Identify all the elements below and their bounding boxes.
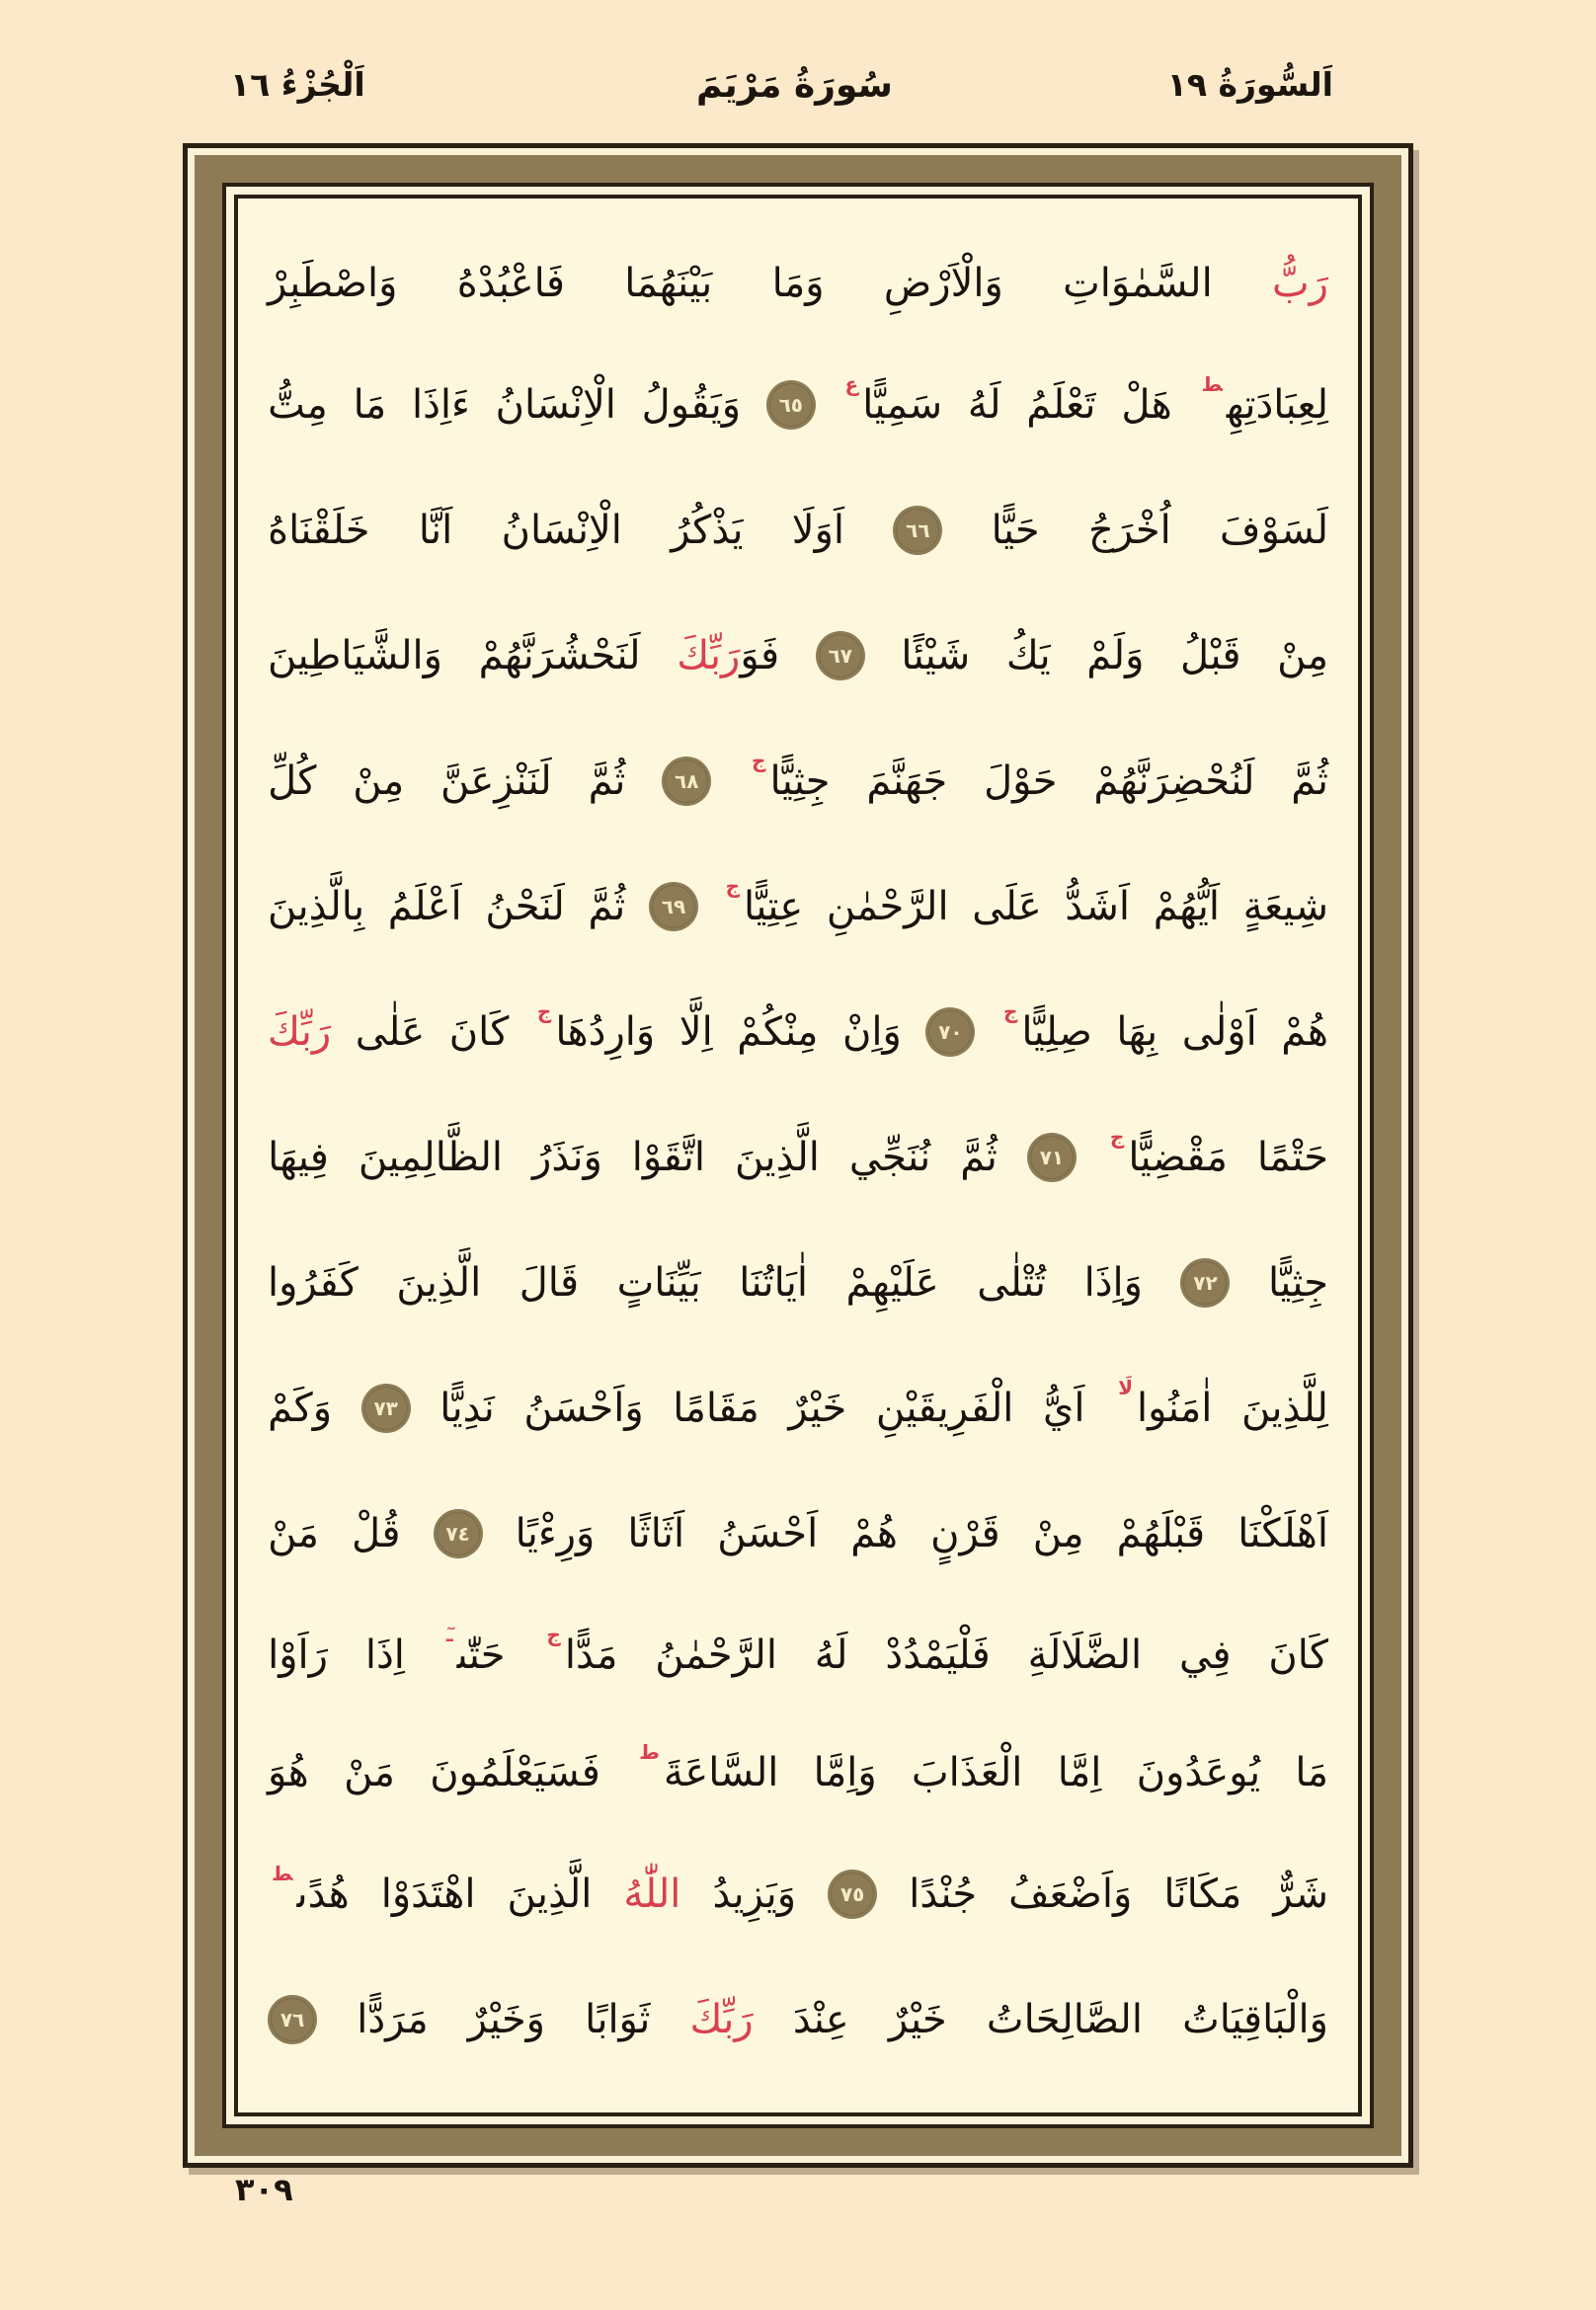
- word: كَانَ: [448, 1008, 510, 1055]
- quran-line: [268, 1832, 1328, 1957]
- word: كُلِّ: [268, 757, 317, 804]
- word: الْاِنْسَانُ: [495, 381, 616, 428]
- word: جِثِيًّا: [1267, 1260, 1328, 1307]
- word: شِيعَةٍ: [1242, 883, 1328, 929]
- verse-number: ٦٧: [828, 643, 852, 668]
- word: حَوْلَ: [984, 757, 1058, 804]
- word: قَرْنٍ: [930, 1511, 1000, 1557]
- word: رَبُّ: [1272, 260, 1328, 306]
- word: مِنْكُمْ: [737, 1008, 819, 1055]
- word: تُتْلٰى: [977, 1260, 1047, 1307]
- word: عَلٰى: [355, 1008, 426, 1055]
- pause-mark: ج: [546, 1623, 561, 1647]
- pause-mark: ط: [639, 1740, 660, 1765]
- pause-mark: ج: [1002, 998, 1018, 1023]
- word: مَدًّا$^ج$: [546, 1623, 618, 1679]
- word: ءَاِذَا: [411, 381, 470, 428]
- word: مِنْ: [1277, 632, 1328, 678]
- word: قَبْلَهُمْ: [1116, 1511, 1206, 1557]
- pause-mark: ط: [272, 1862, 293, 1886]
- word: تَعْلَمُ: [1026, 381, 1096, 428]
- word: وَنَذَرُ: [532, 1134, 602, 1180]
- quran-line: [268, 1957, 1328, 2083]
- word: السَّاعَةَ$^ط$: [639, 1740, 779, 1796]
- verse-marker: [1180, 1258, 1230, 1308]
- word: ثُمَّ: [588, 883, 626, 929]
- word: حَتْمًا: [1256, 1134, 1328, 1180]
- verse-marker: [1027, 1133, 1077, 1182]
- word: وَالْبَاقِيَاتُ: [1182, 1997, 1328, 2043]
- word: قَالَ: [519, 1260, 580, 1307]
- word: فِيهَا: [268, 1134, 329, 1180]
- word: اَيُّهُمْ: [1153, 883, 1220, 929]
- word: رَاَوْا: [268, 1633, 328, 1679]
- word: لَهُ: [814, 1633, 848, 1679]
- verse-number: ٧٦: [279, 2008, 305, 2032]
- pause-mark: ـٓ: [445, 1623, 453, 1647]
- quran-line: [268, 1714, 1328, 1832]
- word: نُنَجِّي: [848, 1134, 931, 1180]
- surah-title: سُورَةُ مَرْيَمَ: [696, 65, 893, 106]
- word: بِهَا: [1116, 1008, 1158, 1055]
- word: وَرِءْيًا: [515, 1511, 596, 1557]
- word: وَاصْطَبِرْ: [268, 260, 398, 306]
- surah-number-label: اَلسُّورَةُ ١٩: [1166, 65, 1333, 104]
- word: سَمِيًّا$^ع$: [844, 371, 943, 428]
- word: وَارِدُهَا$^ج$: [536, 998, 656, 1055]
- pause-mark: ط: [1201, 371, 1223, 396]
- quran-line: [268, 593, 1328, 718]
- word: اَوَلَا: [791, 507, 845, 553]
- word: يُوعَدُونَ: [1136, 1750, 1261, 1796]
- word: الضَّلَالَةِ: [1027, 1633, 1143, 1679]
- verse-number: ٧٤: [445, 1522, 470, 1547]
- pause-mark: ج: [536, 998, 552, 1023]
- word: لَهُ: [967, 381, 1001, 428]
- word: ثُمَّ: [1291, 757, 1328, 804]
- word: وَيَقُولُ: [641, 381, 742, 428]
- verse-number: ٦٥: [778, 392, 804, 417]
- word: كَانَ: [1268, 1633, 1328, 1679]
- word: عِنْدَ: [792, 1997, 849, 2043]
- verse-number: ٦٨: [674, 768, 699, 793]
- word: اِلَّا: [678, 1008, 713, 1055]
- word: وَالْاَرْضِ: [883, 260, 1003, 306]
- word: فَلْيَمْدُدْ: [885, 1633, 991, 1679]
- juz-label: اَلْجُزْءُ ١٦: [230, 65, 365, 104]
- word: وَمَا: [771, 260, 825, 306]
- verse-marker: [649, 882, 698, 931]
- pause-mark: ج: [1109, 1124, 1125, 1149]
- word: اتَّقَوْا: [631, 1134, 706, 1180]
- quran-line: [268, 718, 1328, 843]
- word: قَبْلُ: [1180, 632, 1241, 678]
- word: مَقَامًا: [673, 1386, 759, 1432]
- quran-line: [268, 969, 1328, 1094]
- word: عَلَى: [972, 883, 1042, 929]
- word: مِتُّ: [268, 381, 328, 428]
- word: الَّذِينَ: [734, 1134, 820, 1180]
- word: الرَّحْمٰنُ: [655, 1633, 777, 1679]
- page-number: ٣٠٩: [235, 2171, 293, 2208]
- frame-inner-line: [222, 183, 1374, 2128]
- verse-number: ٦٦: [906, 518, 930, 542]
- word: قُلْ: [352, 1511, 401, 1557]
- word: مَقْضِيًّا$^ج$: [1109, 1124, 1228, 1180]
- word: اَشَدُّ: [1065, 883, 1131, 929]
- verse-marker: [662, 757, 711, 806]
- word: اَثَاثًا: [627, 1511, 685, 1557]
- word: الْاِنْسَانُ: [501, 507, 622, 553]
- word: فَوَرَبِّكَ: [677, 632, 780, 678]
- word: مِنْ: [1032, 1511, 1084, 1557]
- quran-line: [268, 224, 1328, 342]
- word: اَحْسَنُ: [717, 1511, 819, 1557]
- word: وَاِذَا: [1083, 1260, 1143, 1307]
- quran-line: [268, 1221, 1328, 1346]
- verse-marker: [766, 380, 816, 430]
- word: وَاِمَّا: [813, 1750, 877, 1796]
- verse-number: ٧٢: [1193, 1271, 1218, 1296]
- word: اٰمَنُوا$^{لَا}$: [1118, 1376, 1213, 1432]
- word: صِلِيًّا$^ج$: [1002, 998, 1092, 1055]
- word: حَتّٰى$^{ـٓ}$: [445, 1623, 506, 1679]
- word: مَرَدًّا: [357, 1997, 429, 2043]
- word: اَهْلَكْنَا: [1237, 1511, 1328, 1557]
- word: حَيًّا: [991, 507, 1040, 553]
- word: بَيِّنَاتٍ: [616, 1260, 701, 1307]
- word: كَفَرُوا: [268, 1260, 359, 1307]
- word: الَّذِينَ: [396, 1260, 482, 1307]
- verse-marker: [268, 1995, 317, 2044]
- word: هُدًى$^ط$: [272, 1862, 350, 1918]
- page-frame: [183, 143, 1413, 2168]
- word: مَنْ: [344, 1750, 395, 1796]
- word: وَيَزِيدُ: [712, 1872, 797, 1918]
- word: وَالشَّيَاطِينَ: [268, 632, 442, 678]
- word: هَلْ: [1121, 381, 1172, 428]
- word: جِثِيًّا$^ج$: [752, 748, 831, 804]
- word: لَنَحْنُ: [485, 883, 565, 929]
- word: جُنْدًا: [909, 1872, 978, 1918]
- word: الَّذِينَ: [507, 1872, 593, 1918]
- word: خَلَقْنَاهُ: [268, 507, 370, 553]
- word: فَسَيَعْلَمُونَ: [430, 1750, 600, 1796]
- verse-marker: [828, 1870, 877, 1919]
- word: هُوَ: [268, 1750, 309, 1796]
- word: ثَوَابًا: [585, 1997, 651, 2043]
- verse-number: ٧٠: [938, 1019, 963, 1044]
- verse-marker: [925, 1007, 975, 1057]
- word: الظَّالِمِينَ: [358, 1134, 504, 1180]
- frame-inner-panel: [234, 195, 1362, 2116]
- word: الْعَذَابَ: [912, 1750, 1023, 1796]
- word: فِي: [1179, 1633, 1232, 1679]
- word: شَرٌّ: [1273, 1872, 1328, 1918]
- pause-mark: ج: [725, 873, 741, 898]
- word: عِتِيًّا$^ج$: [725, 873, 804, 929]
- word: اَنَّا: [418, 507, 453, 553]
- word: اللّٰهُ: [623, 1872, 681, 1918]
- word: اِذَا: [364, 1633, 405, 1679]
- word: وَلَمْ: [1086, 632, 1145, 678]
- word: وَخَيْرٌ: [467, 1997, 545, 2043]
- word: شَيْئًا: [901, 632, 971, 678]
- word: رَبِّكَ: [268, 1008, 332, 1055]
- pause-mark: لَا: [1118, 1376, 1133, 1400]
- word: الرَّحْمٰنِ: [826, 883, 949, 929]
- word: خَيْرٌ: [888, 1997, 947, 2043]
- word: اِمَّا: [1057, 1750, 1102, 1796]
- word: بِالَّذِينَ: [268, 883, 365, 929]
- word: اَوْلٰى: [1181, 1008, 1257, 1055]
- word: وَاَحْسَنُ: [523, 1386, 644, 1432]
- word: السَّمٰوَاتِ: [1063, 260, 1213, 306]
- word: الْفَرِيقَيْنِ: [875, 1386, 1014, 1432]
- word: اُخْرَجُ: [1087, 507, 1171, 553]
- word: بَيْنَهُمَا: [624, 260, 713, 306]
- quran-line: [268, 467, 1328, 593]
- word: لَنَحْشُرَنَّهُمْ: [478, 632, 641, 678]
- word: الصَّالِحَاتُ: [986, 1997, 1143, 2043]
- word: ثُمَّ: [960, 1134, 998, 1180]
- verse-number: ٧١: [1039, 1145, 1065, 1169]
- verse-marker: [816, 631, 865, 680]
- word: رَبِّكَ: [689, 1997, 754, 2043]
- word: اَعْلَمُ: [387, 883, 462, 929]
- verse-marker: [893, 506, 942, 555]
- frame-band: [195, 155, 1401, 2156]
- word: جَهَنَّمَ: [866, 757, 948, 804]
- word: ثُمَّ: [588, 757, 626, 804]
- word: لَنَنْزِعَنَّ: [440, 757, 552, 804]
- verse-marker: [434, 1509, 483, 1558]
- word: مَا: [1295, 1750, 1328, 1796]
- word: خَيْرٌ: [788, 1386, 847, 1432]
- word: يَكُ: [1005, 632, 1051, 678]
- quran-line: [268, 1597, 1328, 1714]
- verse-number: ٧٥: [839, 1882, 865, 1907]
- quran-line: [268, 342, 1328, 467]
- verse-marker: [361, 1384, 411, 1433]
- verse-number: ٦٩: [661, 894, 686, 918]
- quran-line: [268, 1472, 1328, 1597]
- word: وَاَضْعَفُ: [1008, 1872, 1133, 1918]
- quran-text-block: [238, 199, 1358, 2112]
- word: هُمْ: [1281, 1008, 1328, 1055]
- word: نَدِيًّا: [439, 1386, 495, 1432]
- word: اهْتَدَوْا: [380, 1872, 476, 1918]
- pause-mark: ج: [752, 748, 766, 772]
- word: مَكَانًا: [1163, 1872, 1242, 1918]
- quran-line: [268, 1094, 1328, 1220]
- word: مِنْ: [353, 757, 405, 804]
- word: مَا: [353, 381, 387, 428]
- pause-mark: ع: [844, 371, 859, 396]
- quran-line: [268, 843, 1328, 969]
- word: اٰيَاتُنَا: [739, 1260, 809, 1307]
- word: عَلَيْهِمْ: [845, 1260, 939, 1307]
- word: وَاِنْ: [842, 1008, 902, 1055]
- verse-number: ٧٣: [373, 1396, 398, 1421]
- word: فَاعْبُدْهُ: [456, 260, 565, 306]
- word: هُمْ: [850, 1511, 898, 1557]
- word: لِعِبَادَتِهِ$^ط$: [1201, 371, 1328, 428]
- word: وَكَمْ: [268, 1386, 333, 1432]
- word: لَسَوْفَ: [1220, 507, 1328, 553]
- word: لَنُحْضِرَنَّهُمْ: [1093, 757, 1255, 804]
- word: يَذْكُرُ: [671, 507, 744, 553]
- word: لِلَّذِينَ: [1240, 1386, 1328, 1432]
- word: اَيُّ: [1043, 1386, 1085, 1432]
- word: مَنْ: [268, 1511, 319, 1557]
- quran-line: [268, 1346, 1328, 1472]
